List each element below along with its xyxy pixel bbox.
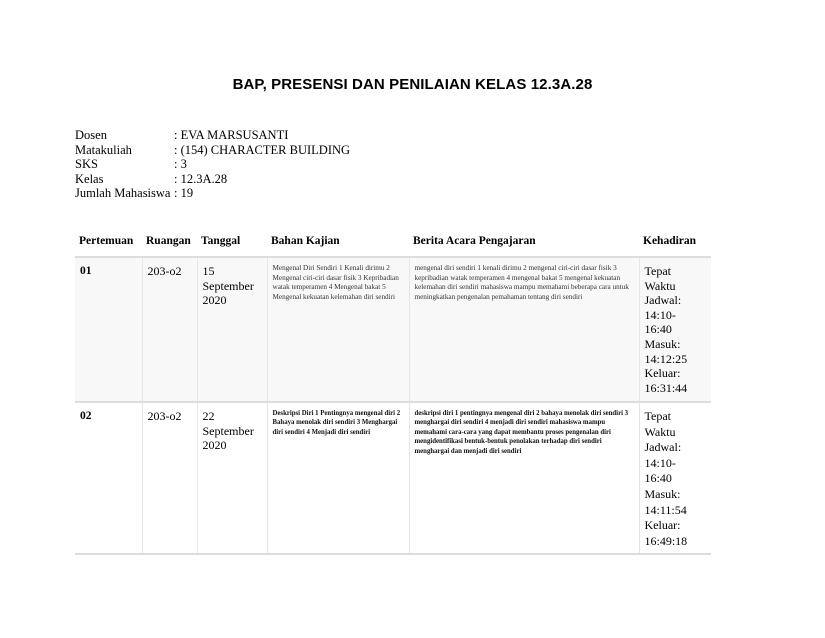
info-label: Dosen (75, 128, 107, 142)
header-ruangan: Ruangan (142, 226, 197, 257)
kehadiran-line: Masuk: (644, 486, 681, 501)
info-row-matakuliah (75, 143, 350, 158)
cell-kehadiran (639, 402, 711, 554)
info-value: : 12.3A.28 (174, 171, 228, 186)
cell-tanggal: 15 September 2020 (197, 257, 267, 402)
info-row-sks (75, 157, 350, 172)
kehadiran-line: Keluar: (644, 366, 681, 381)
header-pertemuan: Pertemuan (75, 226, 142, 257)
page-title: BAP, PRESENSI DAN PENILAIAN KELAS 12.3A.28 (232, 76, 593, 93)
cell-kehadiran (639, 257, 711, 402)
course-info (75, 128, 350, 201)
kehadiran-line: Jadwal: (644, 440, 682, 455)
info-row-dosen (75, 128, 350, 143)
attendance-table (75, 226, 711, 555)
kehadiran-line: Jadwal: (644, 293, 682, 308)
cell-pertemuan: 02 (75, 402, 142, 554)
kehadiran-line: Waktu (644, 424, 676, 439)
info-label: Jumlah Mahasiswa (75, 186, 171, 200)
info-value: : 19 (174, 186, 194, 200)
info-row-kelas (75, 172, 350, 187)
header-berita-acara: Berita Acara Pengajaran (409, 226, 639, 257)
kehadiran-line: 14:11:54 (644, 502, 687, 517)
kehadiran-line: 14:10- (644, 307, 676, 322)
info-row-jumlah-mahasiswa (75, 186, 350, 201)
cell-bahan-kajian: Deskripsi Diri 1 Pentingnya mengenal diri 2 Bahaya menolak diri sendiri 3 Menghargai diri sendiri 4 Menjadi diri sendiri (267, 402, 409, 554)
table-header-row (75, 226, 711, 257)
header-bahan-kajian: Bahan Kajian (267, 226, 409, 257)
cell-tanggal: 22 September 2020 (197, 402, 267, 554)
kehadiran-line: Keluar: (644, 518, 681, 533)
kehadiran-line: Masuk: (644, 336, 681, 351)
header-kehadiran: Kehadiran (639, 226, 711, 257)
info-label: Kelas (75, 171, 104, 186)
table-row (75, 402, 711, 554)
kehadiran-line: Tepat (644, 409, 671, 423)
cell-ruangan: 203-o2 (142, 402, 197, 554)
kehadiran-line: Tepat (644, 264, 671, 278)
cell-ruangan: 203-o2 (142, 257, 197, 402)
cell-berita-acara: deskripsi diri 1 pentingnya mengenal diri 2 bahaya menolak diri sendiri 3 menghargai diri sendiri 4 menjadi diri sendiri mahasiswa mampu memahami cara-cara yang dapat membantu proses pengenalan diri mengidentifikasi bentuk-bentuk penolakan terhadap diri sendiri menghargai dan menjadi diri sendiri (409, 402, 639, 554)
cell-pertemuan: 01 (75, 257, 142, 402)
kehadiran-line: 14:10- (644, 455, 676, 470)
table-row (75, 257, 711, 402)
kehadiran-line: 16:31:44 (644, 380, 688, 395)
cell-berita-acara: mengenal diri sendiri 1 kenali dirimu 2 mengenal ciri-ciri dasar fisik 3 kepribadian watak temperamen 4 mengenal bakat 5 mengenal kekuatan kelemahan diri sendiri mahasiswa mampu memahami beberapa cara untuk meningkatkan pengenalan pemahaman tentang diri sendiri (409, 257, 639, 402)
info-label: Matakuliah (75, 142, 132, 157)
header-tanggal: Tanggal (197, 226, 267, 257)
info-value: : EVA MARSUSANTI (174, 128, 289, 142)
kehadiran-line: 16:40 (644, 322, 672, 337)
kehadiran-line: 14:12:25 (644, 351, 688, 366)
kehadiran-line: Waktu (644, 278, 676, 293)
info-value: : 3 (174, 157, 187, 171)
kehadiran-line: 16:40 (644, 471, 672, 486)
cell-bahan-kajian: Mengenal Diri Sendiri 1 Kenali dirimu 2 Mengenal ciri-ciri dasar fisik 3 Kepribadian watak temperamen 4 Mengenal bakat 5 Mengenal kekuatan kelemahan diri sendiri (267, 257, 409, 402)
info-value: : (154) CHARACTER BUILDING (174, 142, 351, 157)
kehadiran-line: 16:49:18 (644, 533, 688, 548)
info-label: SKS (75, 157, 98, 171)
